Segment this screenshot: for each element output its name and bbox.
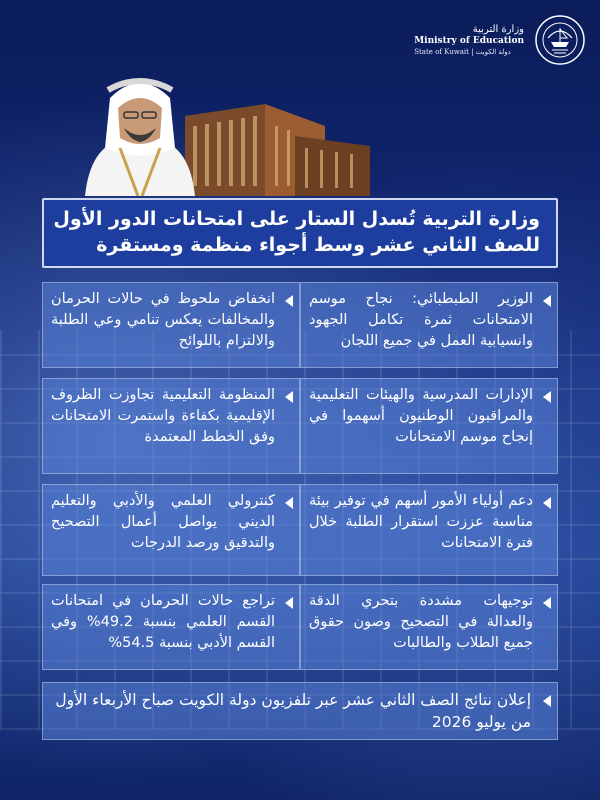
fact-text: الوزير الطبطبائي: نجاح موسم الامتحانات ثمرة تكامل الجهود وانسيابية العمل في جميع اللجان [309,291,533,350]
fact-card [42,484,300,576]
fact-text: انخفاض ملحوظ في حالات الحرمان والمخالفات يعكس تنامي وعي الطلبة والالتزام باللوائح [51,291,275,350]
fact-text: كنترولي العلمي والأدبي والتعليم الديني يواصل أعمال التصحيح والتدقيق ورصد الدرجات [51,493,275,552]
ministry-name-en: Ministry of Education [414,36,524,47]
bullet-arrow-icon [543,295,551,307]
ministry-building-image [175,96,375,196]
fact-card [300,378,558,474]
bullet-arrow-icon [285,295,293,307]
fact-text: دعم أولياء الأمور أسهم في توفير بيئة مناسبة عززت استقرار الطلبة خلال فترة الامتحانات [309,493,533,552]
fact-card [300,282,558,368]
fact-card [42,282,300,368]
state-label: State of Kuwait | دولة الكويت [414,47,511,56]
announcement-text: إعلان نتائج الصف الثاني عشر عبر تلفزيون دولة الكويت صباح الأربعاء الأول من يوليو 2026 [55,691,531,732]
fact-text: الإدارات المدرسية والهيئات التعليمية والمراقبون الوطنيون أسهموا في إنجاح موسم الامتحانات [309,387,533,446]
headline-line-2: للصف الثاني عشر وسط أجواء منظمة ومستقرة [96,234,540,256]
bullet-arrow-icon [285,391,293,403]
bullet-arrow-icon [285,497,293,509]
bullet-arrow-icon [543,497,551,509]
minister-portrait-image [80,68,200,196]
fact-text: توجيهات مشددة بتحري الدقة والعدالة في التصحيح وصون حقوق جميع الطلاب والطالبات [309,593,533,652]
fact-text: تراجع حالات الحرمان في امتحانات القسم العلمي بنسبة 49.2% وفي القسم الأدبي بنسبة 54.5% [51,593,276,652]
kuwait-emblem-icon [534,14,586,66]
fact-card [42,378,300,474]
headline-line-1: وزارة التربية تُسدل الستار على امتحانات الدور الأول [53,208,540,231]
results-announcement-card [42,682,558,740]
headline-banner [42,198,558,268]
bullet-arrow-icon [543,391,551,403]
bullet-arrow-icon [285,597,293,609]
bullet-arrow-icon [543,597,551,609]
fact-card [300,484,558,576]
ministry-name [414,24,524,57]
fact-card [42,584,300,670]
ministry-header [414,14,586,66]
bullet-arrow-icon [543,695,551,707]
fact-text: المنظومة التعليمية تجاوزت الظروف الإقليمية بكفاءة واستمرت الامتحانات وفق الخطط المعتمدة [51,387,275,446]
ministry-name-ar: وزارة التربية [472,23,524,35]
fact-card [300,584,558,670]
